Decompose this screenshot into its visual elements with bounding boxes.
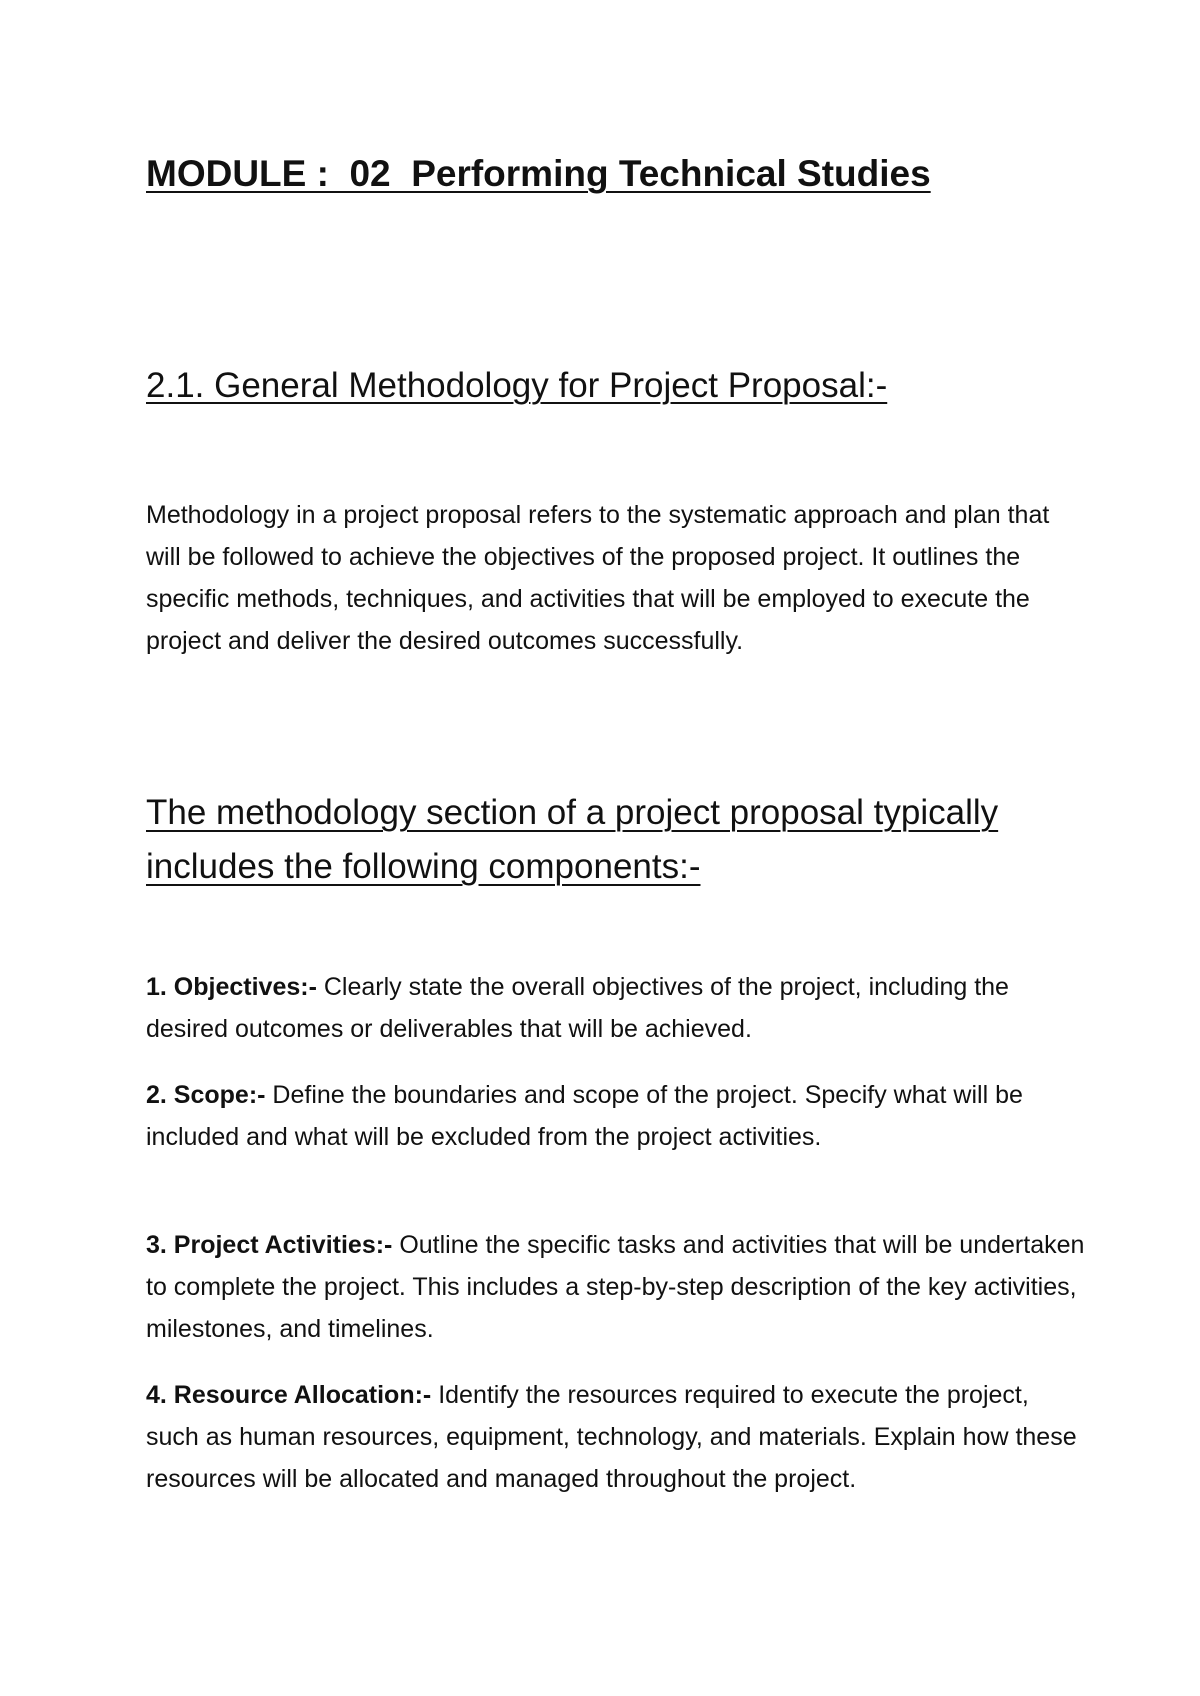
component-item-objectives: [146, 966, 1086, 1050]
intro-paragraph: Methodology in a project proposal refers to the systematic approach and plan that will be followed to achieve the objectives of the proposed project. It outlines the specific methods, techniques, and activities that will be employed to execute the project and deliver the desired outcomes successfully.: [146, 501, 1050, 655]
components-heading: The methodology section of a project proposal typically includes the following components:-: [146, 793, 999, 886]
component-label: 4. Resource Allocation:-: [146, 1381, 432, 1409]
component-label: 2. Scope:-: [146, 1081, 266, 1109]
component-label: 3. Project Activities:-: [146, 1231, 393, 1259]
module-title: MODULE : 02 Performing Technical Studies: [146, 153, 931, 194]
component-text: Define the boundaries and scope of the project. Specify what will be included and what will be excluded from the project activities.: [146, 1081, 1023, 1151]
component-text: Outline the specific tasks and activities that will be undertaken to complete the project. This includes a step-by-step description of the key activities, milestones, and timelines.: [146, 1231, 1085, 1343]
section-heading: 2.1. General Methodology for Project Proposal:-: [146, 366, 888, 405]
component-text: Identify the resources required to execute the project, such as human resources, equipment, technology, and materials. Explain how these resources will be allocated and managed throughout the project.: [146, 1381, 1077, 1493]
component-item-resource-allocation: [146, 1374, 1086, 1500]
component-item-scope: [146, 1074, 1086, 1158]
component-text: Clearly state the overall objectives of the project, including the desired outcomes or deliverables that will be achieved.: [146, 973, 1009, 1043]
component-label: 1. Objectives:-: [146, 973, 317, 1001]
component-item-project-activities: [146, 1224, 1086, 1350]
